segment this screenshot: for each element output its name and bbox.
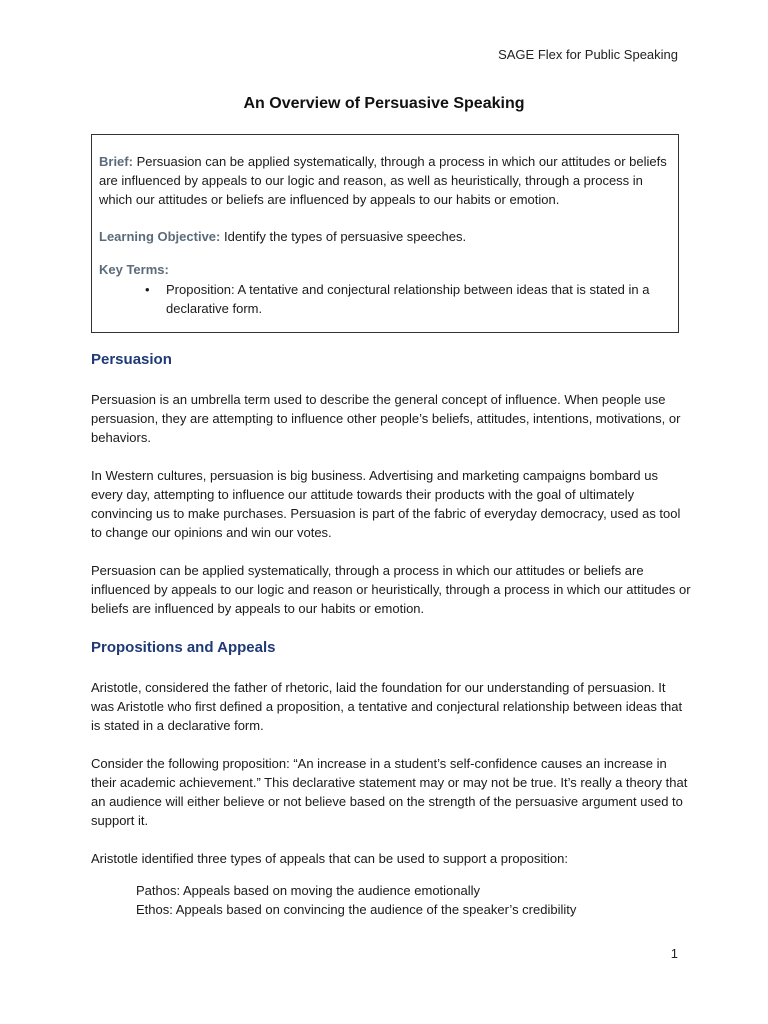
page-title: An Overview of Persuasive Speaking xyxy=(243,95,525,112)
key-term-text: Proposition: A tentative and conjectural relationship between ideas that is stated in a declarative form. xyxy=(166,282,650,316)
learning-objective-text: Identify the types of persuasive speeches. xyxy=(220,229,467,244)
section-heading-persuasion: Persuasion xyxy=(91,351,172,368)
key-terms-label: Key Terms: xyxy=(99,262,169,277)
paragraph: Persuasion can be applied systematically, through a process in which our attitudes or beliefs are influenced by appeals to our logic and reason or heuristically, through a process in which our attitudes or beliefs are influenced by appeals to our habits or emotion. xyxy=(91,563,691,616)
appeals-list xyxy=(91,881,691,919)
paragraph: Aristotle, considered the father of rhetoric, laid the foundation for our understanding of persuasion. It was Aristotle who first defined a proposition, a tentative and conjectural relationship between ideas that is stated in a declarative form. xyxy=(91,680,683,733)
paragraph: Consider the following proposition: “An increase in a student’s self-confidence causes an increase in their academic achievement.” This declarative statement may or may not be true. It’s really a theory that an audience will either believe or not believe based on the strength of the persuasive argument used to support it. xyxy=(91,756,688,828)
paragraph: In Western cultures, persuasion is big business. Advertising and marketing campaigns bombard us every day, attempting to influence our attitude towards their products with the goal of ultimately convincing us to make purchases. Persuasion is part of the fabric of everyday democracy, used as tool to change our opinions and win our votes. xyxy=(91,468,681,540)
learning-objective-paragraph xyxy=(99,227,670,246)
brief-text: Persuasion can be applied systematically, through a process in which our attitudes or beliefs are influenced by appeals to our logic and reason, as well as heuristically, through a process in which our attitudes or beliefs are influenced by appeals to our habits or emotion. xyxy=(99,154,667,207)
brief-label: Brief: xyxy=(99,154,133,169)
appeal-item-pathos: Pathos: Appeals based on moving the audience emotionally xyxy=(136,883,481,898)
brief-paragraph xyxy=(99,152,670,209)
section-heading-propositions-and-appeals: Propositions and Appeals xyxy=(91,639,276,656)
document-body xyxy=(91,350,691,919)
running-header: SAGE Flex for Public Speaking xyxy=(498,47,678,62)
brief-box xyxy=(91,134,679,333)
key-terms-list xyxy=(99,280,670,318)
bullet-icon: • xyxy=(145,282,150,297)
learning-objective-label: Learning Objective: xyxy=(99,229,221,244)
key-term-item xyxy=(145,280,670,318)
paragraph: Aristotle identified three types of appeals that can be used to support a proposition: xyxy=(91,851,568,866)
paragraph: Persuasion is an umbrella term used to describe the general concept of influence. When people use persuasion, they are attempting to influence other people’s beliefs, attitudes, intentions, motivations, or behaviors. xyxy=(91,392,681,445)
page-number: 1 xyxy=(670,946,678,961)
appeal-item-ethos: Ethos: Appeals based on convincing the audience of the speaker’s credibility xyxy=(136,902,577,917)
